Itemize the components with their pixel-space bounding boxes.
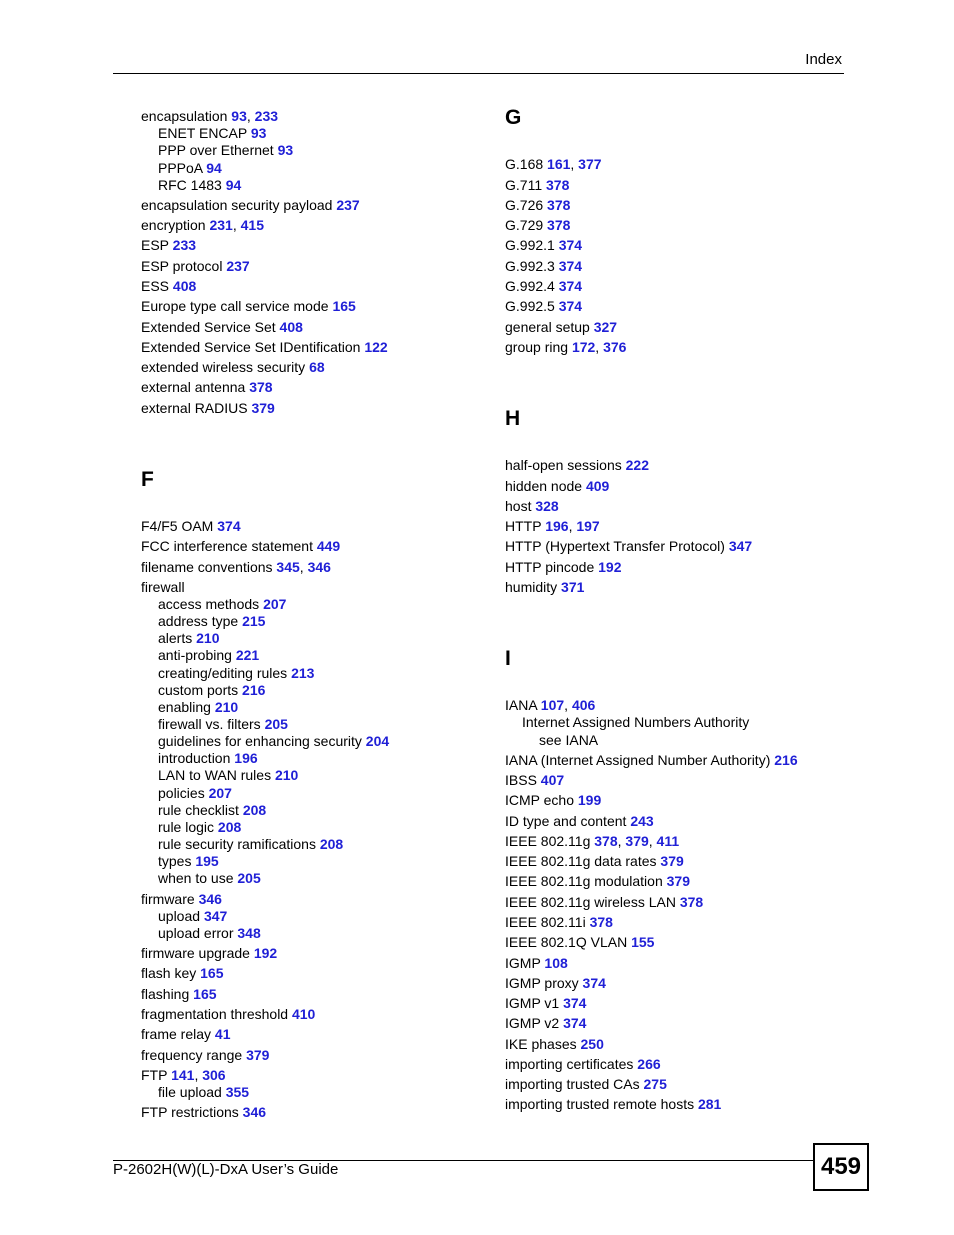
page-link[interactable]: 379 <box>660 853 684 869</box>
index-term: file upload <box>158 1084 222 1100</box>
page-link[interactable]: 348 <box>237 925 261 941</box>
index-term: encapsulation <box>141 108 228 124</box>
index-term: general setup <box>505 319 590 335</box>
page-link[interactable]: 378 <box>547 217 571 233</box>
index-term: see IANA <box>539 732 599 748</box>
page-link[interactable]: 165 <box>193 986 217 1002</box>
page-link[interactable]: 306 <box>202 1067 226 1083</box>
page-link[interactable]: 213 <box>291 665 315 681</box>
index-entry <box>141 359 325 376</box>
page-link[interactable]: 172 <box>571 339 596 355</box>
index-term: HTTP (Hypertext Transfer Protocol) <box>505 538 725 554</box>
page-link[interactable]: 231 <box>209 217 233 233</box>
page-link[interactable]: 108 <box>544 955 568 971</box>
index-term: creating/editing rules <box>158 665 288 681</box>
index-entry <box>141 1047 269 1064</box>
index-term: filename conventions <box>141 559 273 575</box>
index-term: G.992.3 <box>505 258 555 274</box>
index-term: importing certificates <box>505 1056 634 1072</box>
index-entry <box>505 1036 604 1053</box>
index-term: IANA <box>505 697 537 713</box>
index-term: firewall vs. filters <box>158 716 261 732</box>
index-term: FTP restrictions <box>141 1104 239 1120</box>
page-link[interactable]: 210 <box>214 699 239 715</box>
section-letter: F <box>141 468 154 491</box>
page-link[interactable]: 41 <box>214 1026 231 1042</box>
page-link[interactable]: 377 <box>578 156 602 172</box>
section-letter: H <box>505 407 521 430</box>
index-term: hidden node <box>505 478 583 494</box>
page-link[interactable]: 345 <box>276 559 300 575</box>
index-entry <box>505 319 617 336</box>
page-link[interactable]: 233 <box>172 237 197 253</box>
page-link[interactable]: 210 <box>274 767 299 783</box>
index-term: half-open sessions <box>505 457 622 473</box>
page-link[interactable]: 411 <box>656 833 680 849</box>
page-link[interactable]: 378 <box>679 894 704 910</box>
index-term: guidelines for enhancing security <box>158 733 362 749</box>
index-term: encapsulation security payload <box>141 197 333 213</box>
index-term: Extended Service Set IDentification <box>141 339 361 355</box>
index-term: G.992.1 <box>505 237 555 253</box>
index-term: IEEE 802.11i <box>505 914 586 930</box>
section-letter: G <box>505 106 522 129</box>
header-title: Index <box>805 51 842 68</box>
page-link[interactable]: 410 <box>291 1006 316 1022</box>
index-entry <box>141 197 360 214</box>
index-term: IEEE 802.11g modulation <box>505 873 663 889</box>
page-link[interactable]: 107 <box>540 697 565 713</box>
page-number-box: 459 <box>813 1143 869 1191</box>
page-link[interactable]: 155 <box>631 934 655 950</box>
index-term: flashing <box>141 986 190 1002</box>
page-link[interactable]: 409 <box>585 478 610 494</box>
page-link[interactable]: 216 <box>242 682 266 698</box>
index-subentry <box>158 802 266 819</box>
index-entry <box>505 1015 586 1032</box>
index-entry <box>505 1096 721 1113</box>
page-link[interactable]: 204 <box>365 733 390 749</box>
index-entry <box>141 579 185 596</box>
page-link[interactable]: 250 <box>580 1036 604 1052</box>
index-term: upload error <box>158 925 234 941</box>
page-link[interactable]: 68 <box>309 359 325 375</box>
index-term: RFC 1483 <box>158 177 222 193</box>
page-link[interactable]: 208 <box>217 819 242 835</box>
index-entry <box>141 258 250 275</box>
index-entry: IANA 107, 406 <box>505 697 596 713</box>
index-term: types <box>158 853 192 869</box>
page-link[interactable]: 210 <box>196 630 220 646</box>
index-entry <box>141 965 224 982</box>
page-link[interactable]: 374 <box>558 278 583 294</box>
page-link[interactable]: 237 <box>336 197 360 213</box>
page-link[interactable]: 222 <box>625 457 649 473</box>
page-link[interactable]: 94 <box>206 160 222 176</box>
index-entry <box>505 278 582 295</box>
index-entry <box>141 237 196 254</box>
index-term: IGMP proxy <box>505 975 579 991</box>
index-term: importing trusted remote hosts <box>505 1096 695 1112</box>
index-term: external RADIUS <box>141 400 248 416</box>
header-rule <box>113 73 844 74</box>
page-link[interactable]: 216 <box>774 752 798 768</box>
page-link[interactable]: 346 <box>242 1104 267 1120</box>
page-link[interactable]: 327 <box>593 319 618 335</box>
index-subentry <box>158 630 219 647</box>
index-term: G.992.5 <box>505 298 555 314</box>
index-entry <box>141 339 388 356</box>
index-term: encryption <box>141 217 206 233</box>
index-term: ICMP echo <box>505 792 574 808</box>
page-link[interactable]: 208 <box>242 802 267 818</box>
index-entry <box>505 579 584 596</box>
index-entry <box>141 298 356 315</box>
index-term: G.168 <box>505 156 544 172</box>
page-link[interactable]: 408 <box>172 278 197 294</box>
index-entry <box>505 1076 667 1093</box>
index-term: G.711 <box>505 177 543 193</box>
page-link[interactable]: 415 <box>240 217 264 233</box>
index-entry <box>141 319 303 336</box>
page-link[interactable]: 221 <box>235 647 260 663</box>
index-entry <box>505 873 690 890</box>
page-link[interactable]: 378 <box>547 197 571 213</box>
page-link[interactable]: 379 <box>251 400 275 416</box>
index-subentry <box>158 925 261 942</box>
page-link[interactable]: 374 <box>563 995 587 1011</box>
index-term: fragmentation threshold <box>141 1006 289 1022</box>
index-subentry <box>158 1084 249 1101</box>
page-link[interactable]: 378 <box>594 833 618 849</box>
page-link[interactable]: 207 <box>208 785 232 801</box>
index-term: firmware upgrade <box>141 945 250 961</box>
page-link[interactable]: 93 <box>277 142 294 158</box>
index-subentry <box>158 177 241 194</box>
index-entry <box>505 752 798 769</box>
index-subentry <box>158 665 314 682</box>
page-link[interactable]: 346 <box>307 559 331 575</box>
index-entry <box>505 995 586 1012</box>
page-link[interactable]: 449 <box>316 538 341 554</box>
page-link[interactable]: 374 <box>563 1015 587 1031</box>
page-link[interactable]: 371 <box>561 579 585 595</box>
index-term: IEEE 802.1Q VLAN <box>505 934 628 950</box>
index-term: flash key <box>141 965 197 981</box>
index-term: rule checklist <box>158 802 239 818</box>
index-entry <box>141 1026 231 1043</box>
index-subentry <box>158 716 288 733</box>
page-link[interactable]: 122 <box>364 339 388 355</box>
page-link[interactable]: 406 <box>571 697 596 713</box>
page-link[interactable]: 378 <box>546 177 570 193</box>
page-link[interactable]: 196 <box>234 750 258 766</box>
index-entry <box>505 217 570 234</box>
page-link[interactable]: 215 <box>242 613 266 629</box>
page-link[interactable]: 281 <box>697 1096 722 1112</box>
index-entry <box>505 813 654 830</box>
index-term: alerts <box>158 630 193 646</box>
index-entry: group ring 172, 376 <box>505 339 627 355</box>
index-term: HTTP <box>505 518 542 534</box>
index-entry: IEEE 802.11g 378, 379, 411 <box>505 833 680 849</box>
index-term: firmware <box>141 891 195 907</box>
index-term: IBSS <box>505 772 537 788</box>
page-link[interactable]: 374 <box>582 975 606 991</box>
page-link[interactable]: 379 <box>246 1047 270 1063</box>
page-link[interactable]: 205 <box>237 870 261 886</box>
index-term: ENET ENCAP <box>158 125 247 141</box>
index-term: HTTP pincode <box>505 559 595 575</box>
index-subentry <box>522 714 749 731</box>
footer-guide-title: P-2602H(W)(L)-DxA User’s Guide <box>113 1161 339 1178</box>
index-subentry <box>539 732 598 749</box>
index-term: enabling <box>158 699 211 715</box>
index-entry <box>141 1006 315 1023</box>
index-term: IEEE 802.11g <box>505 833 591 849</box>
index-entry: HTTP 196, 197 <box>505 518 600 534</box>
index-entry <box>141 1104 266 1121</box>
index-term: rule security ramifications <box>158 836 316 852</box>
index-term: upload <box>158 908 201 924</box>
page-link[interactable]: 346 <box>198 891 222 907</box>
page-link[interactable]: 328 <box>535 498 559 514</box>
index-entry <box>505 237 582 254</box>
page-link[interactable]: 93 <box>250 125 267 141</box>
index-subentry <box>158 819 241 836</box>
page-link[interactable]: 205 <box>264 716 288 732</box>
index-entry <box>505 934 654 951</box>
page-link[interactable]: 165 <box>200 965 224 981</box>
index-term: IEEE 802.11g data rates <box>505 853 657 869</box>
index-term: ESS <box>141 278 170 294</box>
index-term: group ring <box>505 339 569 355</box>
index-entry: FTP 141, 306 <box>141 1067 226 1083</box>
index-subentry <box>158 613 265 630</box>
index-term: address type <box>158 613 239 629</box>
index-entry <box>141 379 273 396</box>
index-entry: encapsulation 93, 233 <box>141 108 279 124</box>
page-link[interactable]: 192 <box>253 945 278 961</box>
page-link[interactable]: 192 <box>598 559 622 575</box>
index-term: frame relay <box>141 1026 212 1042</box>
index-entry <box>141 538 340 555</box>
page-link[interactable]: 207 <box>263 596 287 612</box>
index-term: Europe type call service mode <box>141 298 329 314</box>
index-entry <box>505 258 582 275</box>
index-term: frequency range <box>141 1047 243 1063</box>
index-entry <box>141 986 217 1003</box>
page-link[interactable]: 379 <box>625 833 649 849</box>
index-term: host <box>505 498 532 514</box>
index-term: introduction <box>158 750 231 766</box>
index-term: humidity <box>505 579 558 595</box>
index-entry: filename conventions 345, 346 <box>141 559 331 575</box>
index-subentry <box>158 596 286 613</box>
index-entry <box>505 298 582 315</box>
index-entry <box>505 457 649 474</box>
page-link[interactable]: 197 <box>576 518 600 534</box>
index-entry <box>505 177 569 194</box>
page-link[interactable]: 376 <box>603 339 627 355</box>
index-subentry <box>158 785 232 802</box>
index-subentry <box>158 125 266 142</box>
index-subentry <box>158 870 261 887</box>
page-link[interactable]: 94 <box>225 177 242 193</box>
index-subentry <box>158 908 227 925</box>
index-term: Internet Assigned Numbers Authority <box>522 714 750 730</box>
index-entry: encryption 231, 415 <box>141 217 264 233</box>
index-term: importing trusted CAs <box>505 1076 640 1092</box>
page-link[interactable]: 374 <box>558 237 583 253</box>
index-subentry <box>158 142 293 159</box>
page-link[interactable]: 237 <box>226 258 250 274</box>
page-link[interactable]: 379 <box>666 873 690 889</box>
index-term: LAN to WAN rules <box>158 767 272 783</box>
index-term: PPPoA <box>158 160 203 176</box>
index-term: anti-probing <box>158 647 232 663</box>
page-link[interactable]: 347 <box>728 538 753 554</box>
index-entry <box>505 197 570 214</box>
page-link[interactable]: 266 <box>637 1056 661 1072</box>
index-term: PPP over Ethernet <box>158 142 274 158</box>
index-term: IGMP <box>505 955 541 971</box>
page-link[interactable]: 141 <box>171 1067 195 1083</box>
index-term: custom ports <box>158 682 239 698</box>
index-term: IGMP v2 <box>505 1015 560 1031</box>
page-link[interactable]: 195 <box>195 853 219 869</box>
page-link[interactable]: 374 <box>558 298 583 314</box>
index-entry <box>505 538 752 555</box>
index-term: FTP <box>141 1067 168 1083</box>
index-term: G.726 <box>505 197 544 213</box>
index-term: ESP <box>141 237 169 253</box>
page-link[interactable]: 378 <box>249 379 273 395</box>
index-entry <box>141 945 277 962</box>
page-link[interactable]: 378 <box>589 914 613 930</box>
index-entry <box>505 498 559 515</box>
index-subentry <box>158 750 258 767</box>
index-entry <box>141 891 222 908</box>
index-entry <box>505 894 703 911</box>
page-link[interactable]: 161 <box>547 156 571 172</box>
page-link[interactable]: 275 <box>643 1076 667 1092</box>
index-entry <box>505 478 609 495</box>
index-entry <box>141 518 241 535</box>
index-entry <box>141 278 196 295</box>
index-term: FCC interference statement <box>141 538 313 554</box>
section-letter: I <box>505 647 511 670</box>
index-term: extended wireless security <box>141 359 306 375</box>
index-term: IEEE 802.11g wireless LAN <box>505 894 676 910</box>
index-entry <box>505 559 621 576</box>
index-subentry <box>158 160 222 177</box>
page-link[interactable]: 93 <box>231 108 247 124</box>
index-term: external antenna <box>141 379 246 395</box>
index-term: ID type and content <box>505 813 627 829</box>
index-entry <box>505 772 564 789</box>
index-term: rule logic <box>158 819 215 835</box>
page-link[interactable]: 347 <box>203 908 228 924</box>
page-link[interactable]: 196 <box>545 518 569 534</box>
index-term: G.729 <box>505 217 544 233</box>
index-subentry <box>158 682 265 699</box>
index-term: G.992.4 <box>505 278 555 294</box>
index-term: Extended Service Set <box>141 319 276 335</box>
page-link[interactable]: 408 <box>279 319 303 335</box>
page-link[interactable]: 355 <box>225 1084 250 1100</box>
index-term: firewall <box>141 579 185 595</box>
index-term: IANA (Internet Assigned Number Authority) <box>505 752 771 768</box>
page-link[interactable]: 374 <box>558 258 583 274</box>
index-term: policies <box>158 785 205 801</box>
index-subentry <box>158 699 238 716</box>
page-link[interactable]: 374 <box>217 518 241 534</box>
index-entry <box>141 400 275 417</box>
page-link[interactable]: 208 <box>319 836 344 852</box>
index-entry <box>505 955 568 972</box>
index-entry: G.168 161, 377 <box>505 156 602 172</box>
index-subentry <box>158 733 389 750</box>
index-term: F4/F5 OAM <box>141 518 214 534</box>
page-link[interactable]: 233 <box>254 108 279 124</box>
page-link[interactable]: 407 <box>540 772 565 788</box>
index-entry <box>505 1056 661 1073</box>
index-term: IGMP v1 <box>505 995 560 1011</box>
index-subentry <box>158 647 259 664</box>
index-subentry <box>158 836 343 853</box>
page-link[interactable]: 243 <box>630 813 654 829</box>
index-term: when to use <box>158 870 234 886</box>
index-subentry <box>158 767 298 784</box>
index-term: ESP protocol <box>141 258 223 274</box>
index-entry <box>505 792 601 809</box>
page-link[interactable]: 199 <box>577 792 602 808</box>
index-subentry <box>158 853 219 870</box>
index-entry <box>505 853 684 870</box>
index-entry <box>505 914 613 931</box>
page-link[interactable]: 165 <box>332 298 356 314</box>
index-term: access methods <box>158 596 260 612</box>
index-entry <box>505 975 606 992</box>
index-term: IKE phases <box>505 1036 577 1052</box>
